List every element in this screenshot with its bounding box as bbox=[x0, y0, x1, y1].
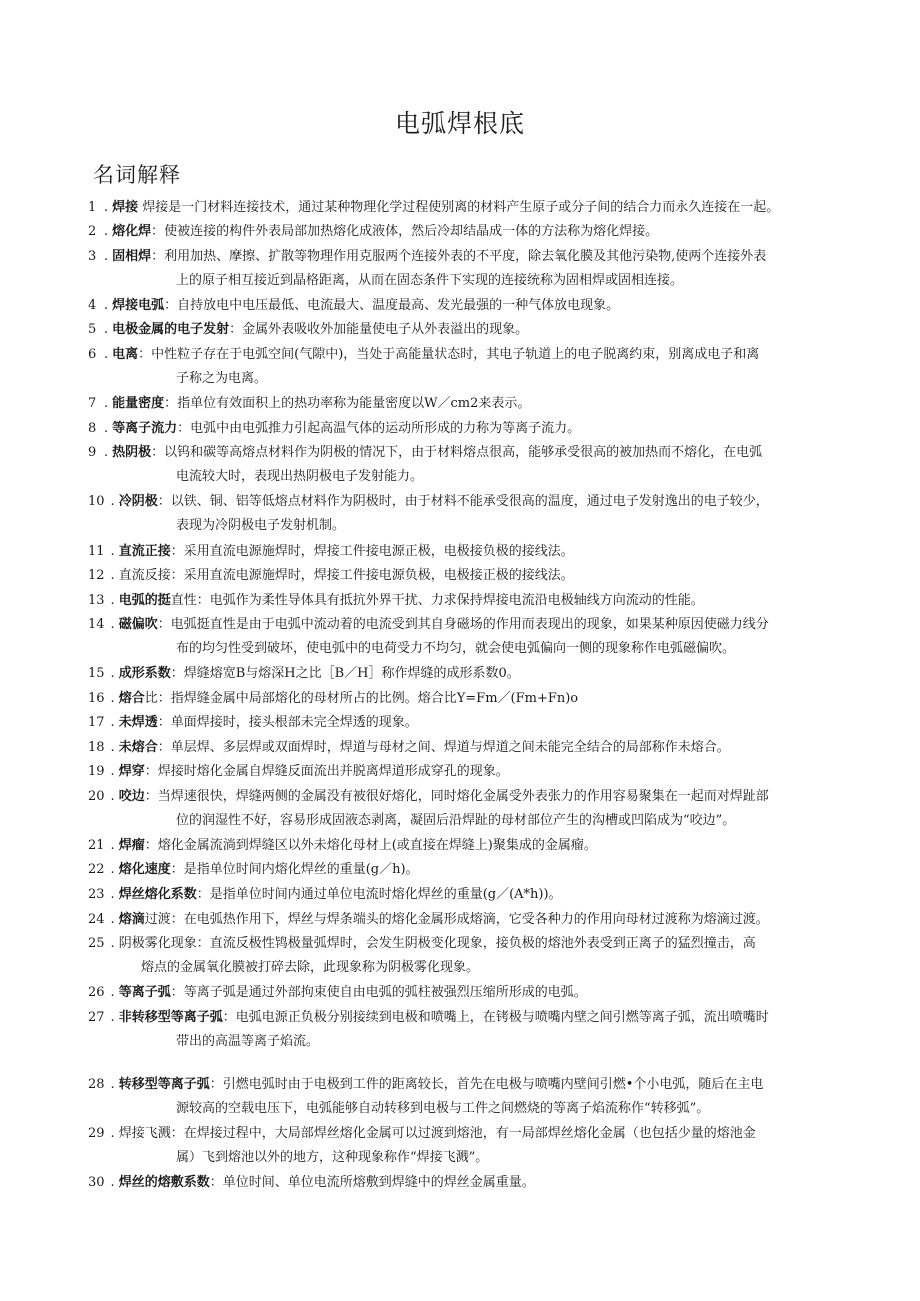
definition-line: 5 . 电极金属的电子发射：金属外表吸收外加能量使电子从外表溢出的现象。 bbox=[88, 318, 840, 342]
definition-item bbox=[88, 785, 840, 833]
item-number: 19 bbox=[88, 764, 105, 779]
term: 焊瘤 bbox=[118, 838, 145, 853]
definition-item bbox=[88, 687, 840, 711]
item-number: 1 bbox=[88, 200, 97, 215]
definition-line: 4 . 焊接电弧：自持放电中电压最低、电流最大、温度最高、发光最强的一种气体放电现象。 bbox=[88, 294, 840, 318]
definition-line: 21 . 焊瘤：熔化金属流淌到焊缝区以外未熔化母材上(或直接在焊缝上)聚集成的金属瘤。 bbox=[88, 834, 840, 858]
definition-continuation: 位的润湿性不好，容易形成固液态剥离，凝固后沿焊趾的母材部位产生的沟槽或凹陷成为“咬边”。 bbox=[176, 813, 736, 828]
item-number: 9 bbox=[88, 445, 97, 460]
item-number: 20 bbox=[88, 789, 105, 804]
item-number: 3 bbox=[88, 249, 97, 264]
definition-line: 3 . 固相焊：利用加热、摩擦、扩散等物理作用克服两个连接外表的不平度，除去氧化膜及其他污染物,使两个连接外表 bbox=[88, 245, 840, 269]
definition-item bbox=[88, 196, 840, 220]
definition-continuation: 上的原子相互接近到晶格距离，从而在固态条件下实现的连接统称为固相焊或固相连接。 bbox=[176, 273, 684, 288]
definition-item bbox=[88, 318, 840, 342]
definition-text: ：单位时间、单位电流所熔敷到焊缝中的焊丝金属重量。 bbox=[209, 1175, 535, 1190]
definition-text: ：以钨和碳等高熔点材料作为阴极的情况下，由于材料熔点很高，能够承受很高的被加热而不熔化，在电弧 bbox=[151, 445, 763, 460]
definition-text: 比：指焊缝金属中局部熔化的母材所占的比例。熔合比Y=Fm／(Fm+Fn)o bbox=[144, 691, 579, 706]
definition-text: ：电弧挺直性是由于电弧中流动着的电流受到其自身磁场的作用而表现出的现象，如果某种原因使磁力线分 bbox=[157, 617, 769, 632]
definition-text: ：是指单位时间内熔化焊丝的重量(g／h)。 bbox=[170, 862, 419, 877]
definition-text: ：指单位有效面积上的热功率称为能量密度以W／cm2来表示。 bbox=[164, 396, 531, 411]
term: 焊穿 bbox=[118, 764, 145, 779]
definition-text: 阴极雾化现象：直流反极性鸨极量弧焊时，会发生阴极变化现象，接负极的熔池外表受到正离子的猛烈撞击，高 bbox=[118, 936, 756, 951]
term: 冷阴极 bbox=[118, 494, 158, 509]
item-number: 8 bbox=[88, 421, 97, 436]
definition-text: ：使被连接的构件外表局部加热熔化成液体，然后冷却结晶成一体的方法称为熔化焊接。 bbox=[151, 224, 659, 239]
definition-continuation: 表现为冷阴极电子发射机制。 bbox=[176, 518, 346, 533]
definition-item bbox=[88, 1006, 840, 1054]
definition-item bbox=[88, 981, 840, 1005]
item-number: 25 bbox=[88, 936, 105, 951]
definition-text: ：等离子弧是通过外部拘束使自由电弧的弧柱被强烈压缩所形成的电弧。 bbox=[170, 985, 587, 1000]
definition-line: 1 . 焊接 焊接是一门材料连接技术，通过某种物理化学过程使别离的材料产生原子或分子间的结合力而永久连接在一起。 bbox=[88, 196, 840, 220]
definition-line: 26 . 等离子弧：等离子弧是通过外部拘束使自由电弧的弧柱被强烈压缩所形成的电弧。 bbox=[88, 981, 840, 1005]
definition-item bbox=[88, 613, 840, 661]
definition-item bbox=[88, 858, 840, 882]
item-number: 18 bbox=[88, 740, 105, 755]
definition-item bbox=[88, 441, 840, 489]
section-heading: 名词解释 bbox=[93, 163, 181, 187]
definition-item bbox=[88, 932, 840, 980]
definition-item bbox=[88, 245, 840, 293]
definition-line: 6 . 电离：中性粒子存在于电弧空间(气隙中)，当处于高能量状态时，其电子轨道上的电子脱离约束，别离成电子和离 bbox=[88, 343, 840, 367]
definition-item bbox=[88, 1171, 840, 1195]
definition-text: 直性：电弧作为柔性导体具有抵抗外界干扰、力求保持焊接电流沿电极轴线方向流动的性能。 bbox=[170, 593, 704, 608]
definition-item bbox=[88, 711, 840, 735]
definition-line: 2 . 熔化焊：使被连接的构件外表局部加热熔化成液体，然后冷却结晶成一体的方法称为熔化焊接。 bbox=[88, 220, 840, 244]
item-number: 21 bbox=[88, 838, 105, 853]
term: 电弧的挺 bbox=[118, 593, 171, 608]
definition-line: 30 . 焊丝的熔敷系数：单位时间、单位电流所熔敷到焊缝中的焊丝金属重量。 bbox=[88, 1171, 840, 1195]
definition-item bbox=[88, 883, 840, 907]
term: 熔滴 bbox=[118, 912, 145, 927]
definition-text: 过渡：在电弧热作用下，焊丝与焊条端头的熔化金属形成熔滴，它受各种力的作用向母材过渡称为熔滴过渡。 bbox=[144, 912, 769, 927]
definition-item bbox=[88, 736, 840, 760]
definition-line: 16 . 熔合比：指焊缝金属中局部熔化的母材所占的比例。熔合比Y=Fm／(Fm+Fn)o bbox=[88, 687, 840, 711]
definition-text: ：自持放电中电压最低、电流最大、温度最高、发光最强的一种气体放电现象。 bbox=[164, 298, 620, 313]
definition-text: ：以铁、铜、铝等低熔点材料作为阴极时，由于材料不能承受很高的温度，通过电子发射逸出的电子较少， bbox=[157, 494, 769, 509]
term: 热阴极 bbox=[112, 445, 152, 460]
definition-item bbox=[88, 908, 840, 932]
term: 咬边 bbox=[118, 789, 145, 804]
definition-item bbox=[88, 294, 840, 318]
definition-text: 焊接飞溅：在焊接过程中，大局部焊丝熔化金属可以过渡到熔池，有一局部焊丝熔化金属（也包括少量的熔池金 bbox=[118, 1126, 756, 1141]
definition-continuation: 源较高的空载电压下，电弧能够自动转移到电极与工件之间燃烧的等离子焰流称作“转移弧”。 bbox=[176, 1101, 710, 1116]
definition-line: 29 . 焊接飞溅：在焊接过程中，大局部焊丝熔化金属可以过渡到熔池，有一局部焊丝熔化金属（也包括少量的熔池金 bbox=[88, 1122, 840, 1146]
item-number: 17 bbox=[88, 715, 105, 730]
definition-text: ：焊缝熔宽B与熔深H之比［B／H］称作焊缝的成形系数0。 bbox=[170, 666, 520, 681]
definition-line: 18 . 未熔合：单层焊、多层焊或双面焊时，焊道与母材之间、焊道与焊道之间未能完全结合的局部称作未熔合。 bbox=[88, 736, 840, 760]
definition-text: ：单层焊、多层焊或双面焊时，焊道与母材之间、焊道与焊道之间未能完全结合的局部称作未熔合。 bbox=[157, 740, 730, 755]
item-number: 28 bbox=[88, 1077, 105, 1092]
definition-text: ：中性粒子存在于电弧空间(气隙中)，当处于高能量状态时，其电子轨道上的电子脱离约束，别离成电子和离 bbox=[138, 347, 760, 362]
item-number: 14 bbox=[88, 617, 105, 632]
definition-continuation: 属）飞到熔池以外的地方，这种现象称作“焊接飞溅”。 bbox=[176, 1150, 489, 1165]
definition-text: ：电弧中由电弧推力引起高温气体的运动所形成的力称为等离子流力。 bbox=[177, 421, 581, 436]
item-number: 29 bbox=[88, 1126, 105, 1141]
definition-item bbox=[88, 834, 840, 858]
definition-item bbox=[88, 662, 840, 686]
item-number: 15 bbox=[88, 666, 105, 681]
definition-text: ：单面焊接时，接头根部未完全焊透的现象。 bbox=[157, 715, 418, 730]
item-number: 13 bbox=[88, 593, 105, 608]
definition-line: 12 . 直流反接：采用直流电源施焊时，焊接工件接电源负极，电极接正极的接线法。 bbox=[88, 564, 840, 588]
term: 固相焊 bbox=[112, 249, 152, 264]
definition-text: ：焊接时熔化金属自焊缝反面流出并脱离焊道形成穿孔的现象。 bbox=[144, 764, 509, 779]
definition-text: ：电弧电源正负极分别接续到电极和喷嘴上，在铐极与喷嘴内壁之间引燃等离子弧，流出喷嘴时 bbox=[222, 1010, 769, 1025]
term: 熔化速度 bbox=[118, 862, 171, 877]
term: 直流正接 bbox=[118, 544, 171, 559]
definition-text: ：当焊速很快，焊缝两侧的金属没有被很好熔化，同时熔化金属受外表张力的作用容易聚集在一起而对焊趾部 bbox=[144, 789, 769, 804]
term: 未熔合 bbox=[118, 740, 158, 755]
definition-item bbox=[88, 490, 840, 538]
definition-continuation: 布的均匀性受到破坏，使电弧中的电荷受力不均匀，就会使电弧偏向一侧的现象称作电弧磁偏吹。 bbox=[176, 641, 736, 656]
term: 等离子流力 bbox=[112, 421, 178, 436]
definition-item bbox=[88, 589, 840, 613]
term: 电离 bbox=[112, 347, 139, 362]
definition-item bbox=[88, 564, 840, 588]
term: 磁偏吹 bbox=[118, 617, 158, 632]
definition-text: ：熔化金属流淌到焊缝区以外未熔化母材上(或直接在焊缝上)聚集成的金属瘤。 bbox=[144, 838, 597, 853]
definition-continuation: 子称之为电离。 bbox=[176, 371, 268, 386]
definition-line: 20 . 咬边：当焊速很快，焊缝两侧的金属没有被很好熔化，同时熔化金属受外表张力的作用容易聚集在一起而对焊趾部 bbox=[88, 785, 840, 809]
item-number: 30 bbox=[88, 1175, 105, 1190]
term: 焊接 bbox=[112, 200, 139, 215]
definition-line: 28 . 转移型等离子弧：引燃电弧时由于电极到工件的距离较长，首先在电极与喷嘴内壁间引燃•个小电弧，随后在主电 bbox=[88, 1073, 840, 1097]
definition-line: 23 . 焊丝熔化系数：是指单位时间内通过单位电流时熔化焊丝的重量(g／(A*h))。 bbox=[88, 883, 840, 907]
term: 熔合 bbox=[118, 691, 145, 706]
term: 等离子弧 bbox=[118, 985, 171, 1000]
definition-line: 11 . 直流正接：采用直流电源施焊时，焊接工件接电源正极，电极接负极的接线法。 bbox=[88, 540, 840, 564]
term: 非转移型等离子弧 bbox=[118, 1010, 223, 1025]
definition-line: 9 . 热阴极：以钨和碳等高熔点材料作为阴极的情况下，由于材料熔点很高，能够承受很高的被加热而不熔化，在电弧 bbox=[88, 441, 840, 465]
definition-text: ：金属外表吸收外加能量使电子从外表溢出的现象。 bbox=[229, 322, 529, 337]
term: 电极金属的电子发射 bbox=[112, 322, 230, 337]
item-number: 16 bbox=[88, 691, 105, 706]
item-number: 24 bbox=[88, 912, 105, 927]
page-title: 电弧焊根底 bbox=[394, 109, 525, 138]
definition-item bbox=[88, 760, 840, 784]
definition-item bbox=[88, 1122, 840, 1170]
item-number: 6 bbox=[88, 347, 97, 362]
definition-line: 10 . 冷阴极：以铁、铜、铝等低熔点材料作为阴极时，由于材料不能承受很高的温度，通过电子发射逸出的电子较少， bbox=[88, 490, 840, 514]
definition-text: 直流反接：采用直流电源施焊时，焊接工件接电源负极，电极接正极的接线法。 bbox=[118, 568, 574, 583]
definition-text: ：是指单位时间内通过单位电流时熔化焊丝的重量(g／(A*h))。 bbox=[196, 887, 562, 902]
definition-line: 27 . 非转移型等离子弧：电弧电源正负极分别接续到电极和喷嘴上，在铐极与喷嘴内壁之间引燃等离子弧，流出喷嘴时 bbox=[88, 1006, 840, 1030]
term: 焊丝的熔敷系数 bbox=[118, 1175, 210, 1190]
item-number: 12 bbox=[88, 568, 105, 583]
item-number: 2 bbox=[88, 224, 97, 239]
item-number: 5 bbox=[88, 322, 97, 337]
item-number: 10 bbox=[88, 494, 105, 509]
item-number: 22 bbox=[88, 862, 105, 877]
definition-line: 25 . 阴极雾化现象：直流反极性鸨极量弧焊时，会发生阴极变化现象，接负极的熔池外表受到正离子的猛烈撞击，高 bbox=[88, 932, 840, 956]
definition-line: 7 . 能量密度：指单位有效面积上的热功率称为能量密度以W／cm2来表示。 bbox=[88, 392, 840, 416]
definition-text: 焊接是一门材料连接技术，通过某种物理化学过程使别离的材料产生原子或分子间的结合力而永久连接在一起。 bbox=[138, 200, 780, 215]
term: 焊丝熔化系数 bbox=[118, 887, 197, 902]
definition-continuation: 熔点的金属氧化膜被打碎去除，此现象称为阴极雾化现象。 bbox=[141, 960, 480, 975]
definition-line: 24 . 熔滴过渡：在电弧热作用下，焊丝与焊条端头的熔化金属形成熔滴，它受各种力的作用向母材过渡称为熔滴过渡。 bbox=[88, 908, 840, 932]
item-number: 23 bbox=[88, 887, 105, 902]
term: 转移型等离子弧 bbox=[118, 1077, 210, 1092]
definition-line: 13 . 电弧的挺直性：电弧作为柔性导体具有抵抗外界干扰、力求保持焊接电流沿电极轴线方向流动的性能。 bbox=[88, 589, 840, 613]
definition-line: 22 . 熔化速度：是指单位时间内熔化焊丝的重量(g／h)。 bbox=[88, 858, 840, 882]
definition-line: 8 . 等离子流力：电弧中由电弧推力引起高温气体的运动所形成的力称为等离子流力。 bbox=[88, 417, 840, 441]
item-number: 27 bbox=[88, 1010, 105, 1025]
term: 能量密度 bbox=[112, 396, 165, 411]
item-number: 11 bbox=[88, 544, 105, 559]
term: 焊接电弧 bbox=[112, 298, 165, 313]
definition-item bbox=[88, 220, 840, 244]
item-number: 4 bbox=[88, 298, 97, 313]
definition-text: ：引燃电弧时由于电极到工件的距离较长，首先在电极与喷嘴内壁间引燃•个小电弧，随后在主电 bbox=[209, 1077, 764, 1092]
term: 成形系数 bbox=[118, 666, 171, 681]
definition-line: 15 . 成形系数：焊缝熔宽B与熔深H之比［B／H］称作焊缝的成形系数0。 bbox=[88, 662, 840, 686]
definition-item bbox=[88, 540, 840, 564]
definition-continuation: 电流较大时，表现出热阴极电子发射能力。 bbox=[176, 469, 424, 484]
definition-text: ：采用直流电源施焊时，焊接工件接电源正极，电极接负极的接线法。 bbox=[170, 544, 574, 559]
definition-continuation: 带出的高温等离子焰流。 bbox=[176, 1034, 320, 1049]
definition-text: ：利用加热、摩擦、扩散等物理作用克服两个连接外表的不平度，除去氧化膜及其他污染物,使两个连接外表 bbox=[151, 249, 767, 264]
definition-item bbox=[88, 417, 840, 441]
definition-line: 14 . 磁偏吹：电弧挺直性是由于电弧中流动着的电流受到其自身磁场的作用而表现出的现象，如果某种原因使磁力线分 bbox=[88, 613, 840, 637]
definition-item bbox=[88, 343, 840, 391]
definition-item bbox=[88, 1073, 840, 1121]
definition-line: 19 . 焊穿：焊接时熔化金属自焊缝反面流出并脱离焊道形成穿孔的现象。 bbox=[88, 760, 840, 784]
term: 熔化焊 bbox=[112, 224, 152, 239]
item-number: 26 bbox=[88, 985, 105, 1000]
definition-line: 17 . 未焊透：单面焊接时，接头根部未完全焊透的现象。 bbox=[88, 711, 840, 735]
definition-item bbox=[88, 392, 840, 416]
item-number: 7 bbox=[88, 396, 97, 411]
term: 未焊透 bbox=[118, 715, 158, 730]
